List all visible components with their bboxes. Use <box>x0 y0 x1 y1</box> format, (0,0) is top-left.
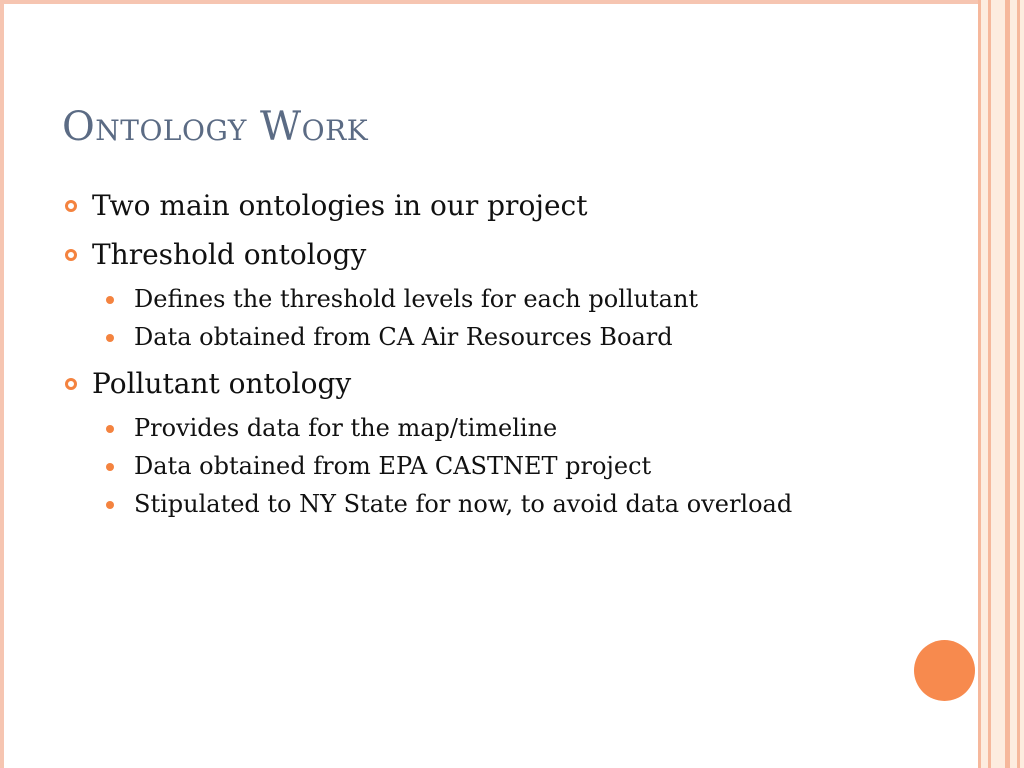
dot-bullet-icon <box>106 501 114 509</box>
slide-title: Ontology Work <box>62 104 369 150</box>
bullet-item <box>64 366 944 402</box>
bullet-text: Two main ontologies in our project <box>92 189 588 222</box>
sub-bullet-item <box>106 411 794 445</box>
sub-bullet-text: Provides data for the map/timeline <box>134 414 558 442</box>
sub-bullet-item <box>106 282 794 316</box>
bullet-item <box>64 188 944 224</box>
bullet-text: Pollutant ontology <box>92 367 352 400</box>
sub-bullet-item <box>106 449 794 483</box>
sub-bullet-item <box>106 487 794 521</box>
decorative-stripe <box>1005 0 1010 768</box>
decorative-stripe <box>988 0 991 768</box>
bullet-list <box>64 188 944 529</box>
dot-bullet-icon <box>106 334 114 342</box>
sub-bullet-item <box>106 320 794 354</box>
dot-bullet-icon <box>106 463 114 471</box>
sub-bullet-text: Defines the threshold levels for each pollutant <box>134 285 699 313</box>
ring-bullet-icon <box>65 200 77 212</box>
frame-left-border <box>0 0 4 768</box>
sub-bullet-text: Data obtained from CA Air Resources Board <box>134 323 673 351</box>
sub-bullet-text: Data obtained from EPA CASTNET project <box>134 452 652 480</box>
decorative-stripe <box>1017 0 1020 768</box>
bullet-item <box>64 237 944 273</box>
bullet-text: Threshold ontology <box>92 238 367 271</box>
dot-bullet-icon <box>106 425 114 433</box>
decorative-stripe <box>978 0 981 768</box>
frame-top-border <box>0 0 1024 4</box>
ring-bullet-icon <box>65 378 77 390</box>
sub-bullet-text: Stipulated to NY State for now, to avoid data overload <box>134 490 793 518</box>
dot-bullet-icon <box>106 296 114 304</box>
decorative-circle <box>914 640 975 701</box>
ring-bullet-icon <box>65 249 77 261</box>
